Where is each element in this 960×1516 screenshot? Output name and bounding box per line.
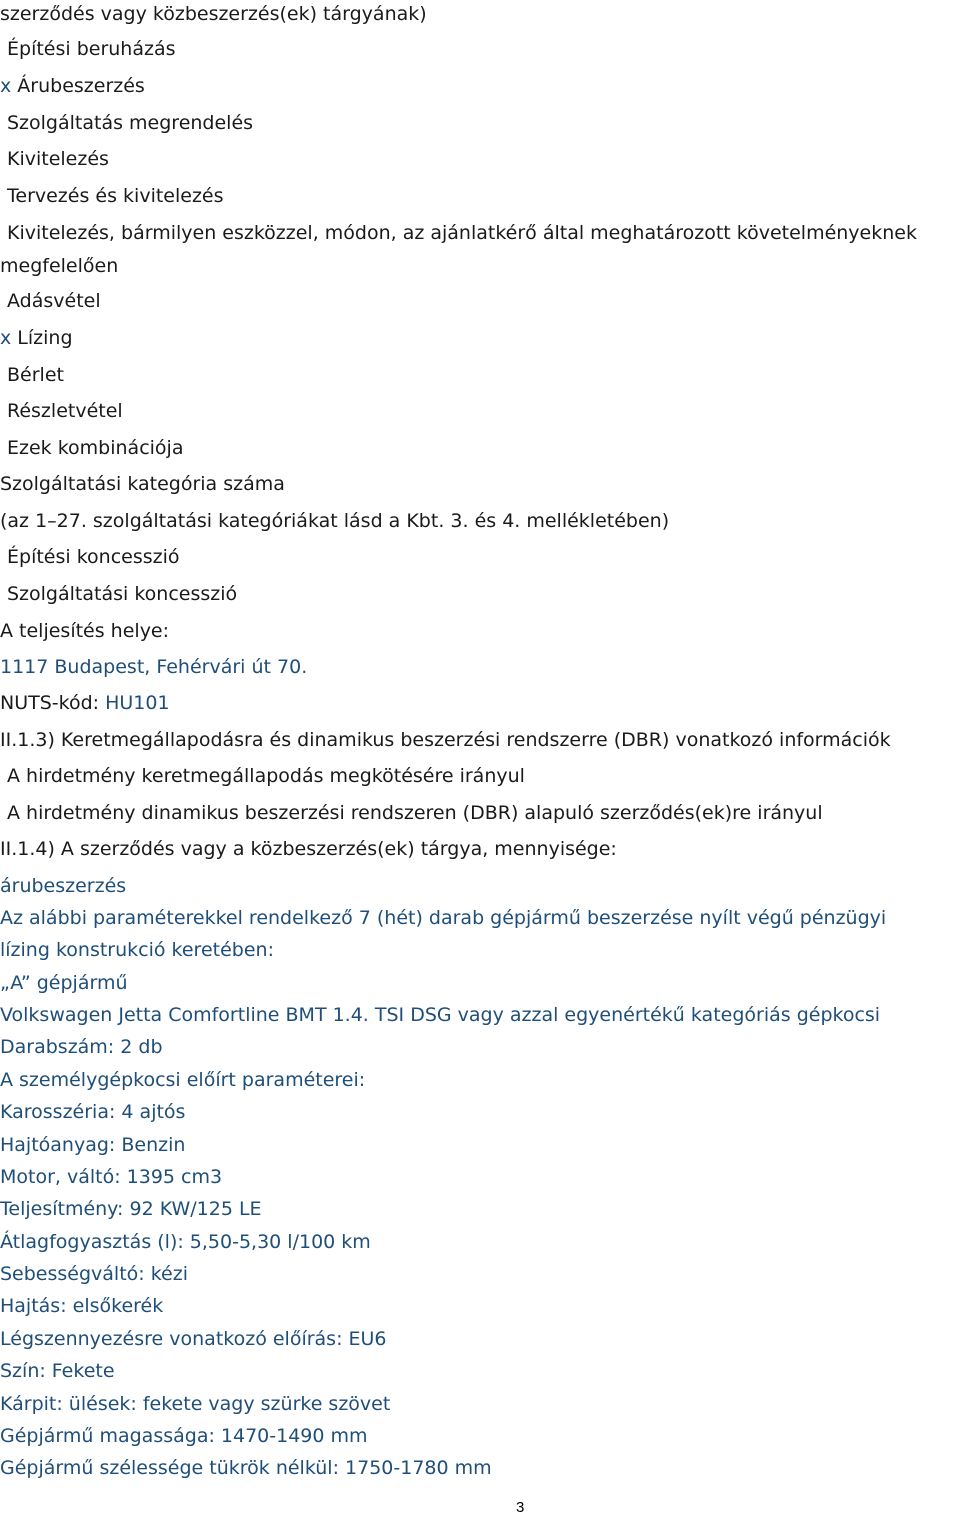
option-label: Árubeszerzés — [17, 75, 145, 97]
subject-line: Volkswagen Jetta Comfortline BMT 1.4. TSI DSG vagy azzal egyenértékű kategóriás gépkocsi — [0, 1004, 881, 1026]
section-heading-contract-type: szerződés vagy közbeszerzés(ek) tárgyának) — [0, 3, 427, 25]
service-category-note: (az 1–27. szolgáltatási kategóriákat lásd a Kbt. 3. és 4. mellékletében) — [0, 510, 670, 532]
option-lizing — [0, 326, 73, 350]
subject-line: „A” gépjármű — [0, 972, 128, 994]
subject-line: Darabszám: 2 db — [0, 1036, 163, 1058]
option-label: Részletvétel — [7, 400, 123, 422]
page-number: 3 — [516, 1499, 525, 1516]
option-adasvetel — [7, 289, 101, 313]
framework-option-keretmegallapodas: A hirdetmény keretmegállapodás megkötésére irányul — [7, 765, 525, 787]
subject-line: Szín: Fekete — [0, 1360, 115, 1382]
option-arubeszerzes — [0, 74, 145, 98]
option-epitesi-koncesszio — [7, 545, 180, 569]
option-continuation: megfelelően — [0, 255, 119, 277]
option-label: Építési koncesszió — [7, 546, 180, 568]
nuts-label: NUTS-kód: — [0, 692, 100, 714]
option-label: Bérlet — [7, 364, 64, 386]
subject-line: Az alábbi paraméterekkel rendelkező 7 (hét) darab gépjármű beszerzése nyílt végű pénzügyi — [0, 907, 887, 929]
option-label: Szolgáltatási koncesszió — [7, 583, 238, 605]
subject-line: Teljesítmény: 92 KW/125 LE — [0, 1198, 262, 1220]
subject-line: Légszennyezésre vonatkozó előírás: EU6 — [0, 1328, 387, 1350]
framework-heading: II.1.3) Keretmegállapodásra és dinamikus beszerzési rendszerre (DBR) vonatkozó információk — [0, 729, 891, 751]
subject-line: Gépjármű szélessége tükrök nélkül: 1750-1780 mm — [0, 1457, 492, 1479]
subject-heading: II.1.4) A szerződés vagy a közbeszerzés(ek) tárgya, mennyisége: — [0, 838, 617, 860]
nuts-value: HU101 — [105, 692, 170, 714]
place-label: A teljesítés helye: — [0, 620, 170, 642]
subject-line: Hajtóanyag: Benzin — [0, 1134, 186, 1156]
option-label: Lízing — [17, 327, 73, 349]
option-label: Építési beruházás — [7, 38, 176, 60]
option-reszletvetel — [7, 399, 123, 423]
option-berlet — [7, 363, 64, 387]
option-kivitelezes-barmilyen — [7, 221, 917, 245]
subject-line: Gépjármű magassága: 1470-1490 mm — [0, 1425, 368, 1447]
subject-line: Hajtás: elsőkerék — [0, 1295, 164, 1317]
place-address: 1117 Budapest, Fehérvári út 70. — [0, 656, 308, 678]
service-category-label: Szolgáltatási kategória száma — [0, 473, 285, 495]
framework-option-dbr: A hirdetmény dinamikus beszerzési rendszeren (DBR) alapuló szerződés(ek)re irányul — [7, 802, 823, 824]
option-tervezes-es-kivitelezes — [7, 184, 224, 208]
option-label: Kivitelezés — [7, 148, 109, 170]
option-mark-selected: x — [0, 327, 12, 349]
option-epitesi-beruhazas — [7, 37, 176, 61]
option-label: Adásvétel — [7, 290, 101, 312]
option-label: Kivitelezés, bármilyen eszközzel, módon, az ajánlatkérő által meghatározott követelményeknek — [7, 222, 917, 244]
subject-line: árubeszerzés — [0, 875, 127, 897]
option-label: Tervezés és kivitelezés — [7, 185, 224, 207]
subject-line: Kárpit: ülések: fekete vagy szürke szövet — [0, 1393, 391, 1415]
option-mark-selected: x — [0, 75, 12, 97]
option-szolgaltatas-megrendeles — [7, 111, 253, 135]
option-label: Szolgáltatás megrendelés — [7, 112, 254, 134]
nuts-code — [0, 691, 170, 715]
subject-line: lízing konstrukció keretében: — [0, 939, 274, 961]
subject-line: A személygépkocsi előírt paraméterei: — [0, 1069, 366, 1091]
subject-line: Sebességváltó: kézi — [0, 1263, 188, 1285]
subject-line: Karosszéria: 4 ajtós — [0, 1101, 186, 1123]
subject-line: Motor, váltó: 1395 cm3 — [0, 1166, 223, 1188]
option-szolgaltatasi-koncesszio — [7, 582, 237, 606]
option-ezek-kombinacioja — [7, 436, 183, 460]
option-label: Ezek kombinációja — [7, 437, 184, 459]
subject-line: Átlagfogyasztás (l): 5,50-5,30 l/100 km — [0, 1231, 371, 1253]
option-kivitelezes — [7, 147, 109, 171]
